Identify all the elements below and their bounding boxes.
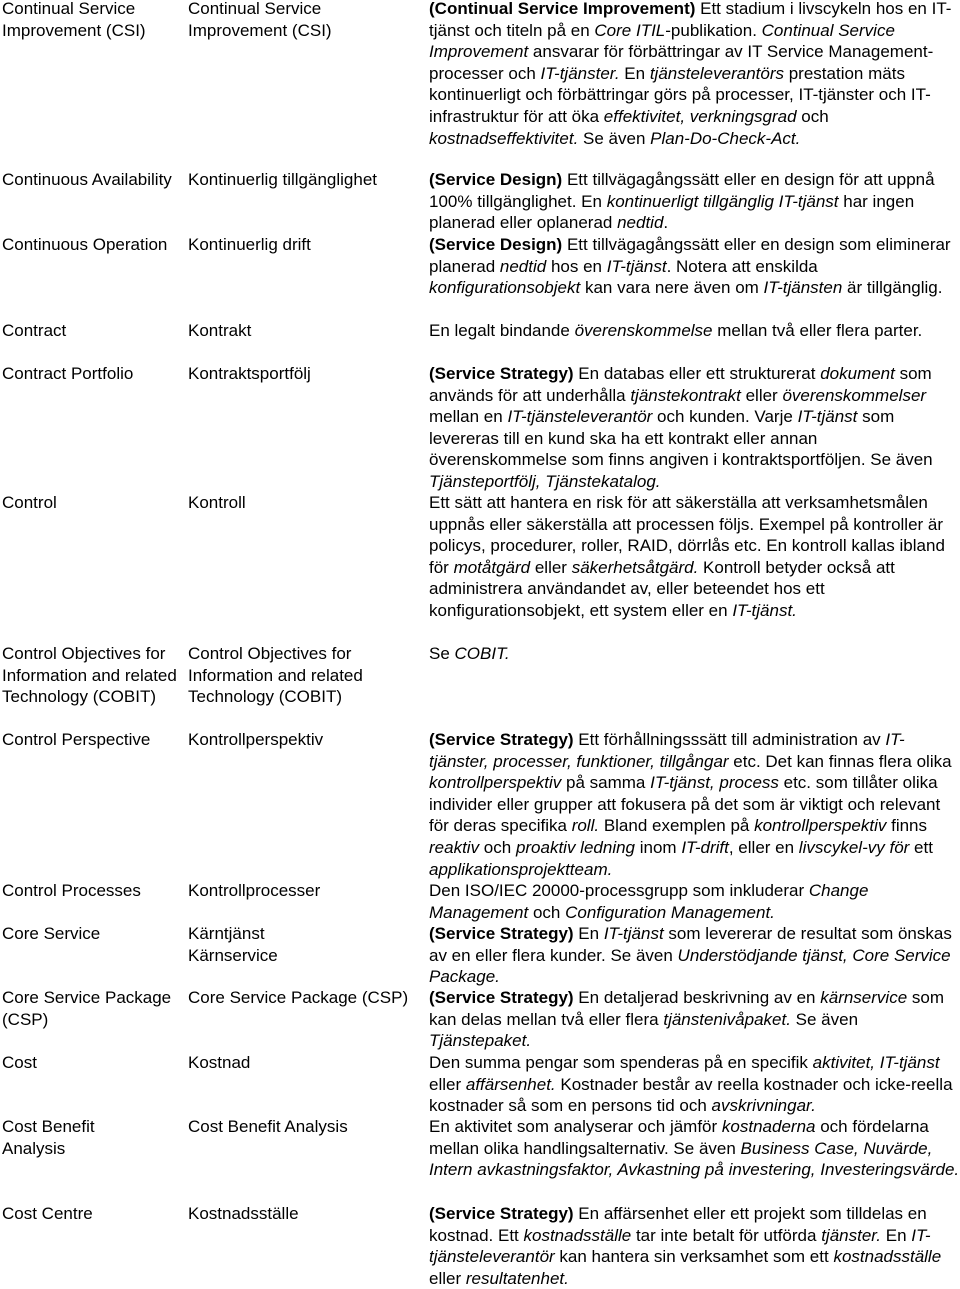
definition-text: En detaljerad beskrivning av en [573,988,821,1007]
definition-text: som används för att underhålla [429,364,937,405]
term-reference: Change Management [429,881,874,922]
definition [429,1203,960,1289]
definition-text: inom [635,837,682,857]
definition-text: Den summa pengar som spenderas på en specifik [429,1053,813,1072]
term-reference: Plan-Do-Check-Act. [650,128,801,148]
term-reference: kostnadsställe [833,1247,942,1267]
term-reference: resultatenhet. [465,1268,569,1288]
definition [429,987,960,1052]
definition-text: och [479,837,516,857]
term-reference: effektivitet, verkningsgrad [603,106,797,126]
term-reference: IT-tjänster, processer, funktioner, tillgångar [429,730,905,771]
definition [429,1116,960,1181]
definition-text: En [619,63,650,83]
definition-text: Ett tillvägagångssätt eller en design för att uppnå 100% tillgänglighet. En [429,170,940,211]
swedish-term: Kontrollprocesser [188,881,321,900]
term-reference: nedtid [617,213,664,233]
term-reference: roll. [571,816,600,836]
definition-text: eller [429,1247,946,1288]
definition-text: hos en [546,256,607,276]
definition-text: och fördelarna mellan olika handlingsalternativ. Se även [429,1117,934,1158]
definition-text: Se även [578,128,651,148]
definition-text: . [663,213,669,233]
term-reference: Continual Service Improvement [429,20,900,62]
definition-text: Ett stadium i livscykeln hos en [695,0,932,18]
definition-text: En databas eller ett strukturerat [573,364,821,383]
term-reference: motåtgärd [453,557,531,577]
domain-tag: (Service Strategy) [429,364,574,383]
english-term: Contract [2,321,67,340]
swedish-term: Control Objectives for Information and related Technology (COBIT) [188,644,363,707]
term-reference: kontrollperspektiv [429,773,562,793]
term-reference: kostnaderna [721,1117,816,1136]
term-reference: konfigurationsobjekt [429,278,581,298]
term-reference: dokument [820,364,895,383]
definition-text: . Notera att enskilda [666,256,823,276]
definition [429,643,960,665]
definition-text: och titeln på en [469,20,595,40]
definition-text: tar inte betalt för utförda [631,1225,822,1245]
definition [429,169,960,234]
definition-text: och kunden. Varje [652,407,798,427]
term-reference: Tjänsteportfölj, Tjänstekatalog. [429,471,661,491]
english-term: Control Objectives for Information and related Technology (COBIT) [2,644,177,707]
definition-text: IT-tjänst [429,0,952,40]
english-term: Continual Service Improvement (CSI) [2,0,146,40]
definition [429,363,960,493]
term-reference: IT-tjänsten [763,278,843,298]
term-reference: IT-tjänster. [540,63,620,83]
term-reference: tjänster. [821,1225,882,1245]
term-reference: IT-tjänst [606,256,667,276]
definition-text: finns [886,816,932,836]
domain-tag: (Continual Service Improvement) [429,0,696,18]
definition-text: är tillgänglig. [842,278,943,298]
term-reference: livscykel-vy för [798,837,910,857]
definition-text: En [573,924,604,943]
english-term: Contract Portfolio [2,364,134,383]
term-reference: säkerhetsåtgärd. [571,557,699,577]
term-reference: överenskommelser [782,385,927,405]
english-term: Continuous Availability [2,170,172,189]
swedish-term: Core Service Package (CSP) [188,988,409,1007]
definition [429,1052,960,1117]
swedish-term: Kostnad [188,1053,251,1072]
definition [429,234,960,299]
swedish-term: Kontrakt [188,321,252,340]
definition-text: etc. Det kan finnas flera olika [728,751,957,771]
term-reference: IT-tjänst. [732,600,797,620]
definition-text: eller [429,1053,945,1094]
definition-text: kan hantera sin verksamhet som ett [554,1247,834,1267]
definition [429,729,960,880]
term-reference: Core ITIL [594,20,666,40]
swedish-term: Kostnadsställe [188,1204,299,1223]
domain-tag: (Service Strategy) [429,730,574,749]
english-term: Control [2,493,57,512]
term-reference: IT-drift [681,837,729,857]
definition-text: som kan delas mellan två eller flera [429,988,949,1029]
definition-text: Kontroll betyder också att administrera användandet av, eller beteendet hos ett konfigurationsobjekt, ett system eller en [429,557,900,620]
swedish-term: Kontrollperspektiv [188,730,324,749]
definition-text: mellan två eller flera parter. [712,321,923,340]
definition-text: har ingen planerad eller oplanerad [429,191,919,233]
definition-text: Kostnader består av reella kostnader och icke-reella kostnader så som en persons tid och [429,1074,958,1116]
definition [429,0,960,149]
term-reference: IT-tjänst, process [650,773,779,793]
definition-text: Ett tillvägagångssätt eller en design som eliminerar planerad [429,235,956,276]
definition-text: -publikation. [665,20,762,40]
english-term: Continuous Operation [2,235,168,254]
swedish-term: Kontraktsportfölj [188,364,311,383]
definition-text: etc. som tillåter olika individer eller grupper att fokusera på det som är viktigt och relevant för deras specifika [429,773,945,836]
term-reference: COBIT. [454,644,510,663]
definition-text: och [528,902,566,922]
definition-text: ansvarar för förbättringar av IT Service Management-processer och [429,42,934,83]
term-reference: IT-tjänst [603,924,664,943]
definition [429,923,960,988]
term-reference: nedtid [499,256,547,276]
definition-text: Bland exemplen på [599,816,755,836]
domain-tag: (Service Strategy) [429,988,574,1007]
english-term: Core Service Package (CSP) [2,988,172,1029]
term-reference: kostnadseffektivitet. [429,128,579,148]
swedish-term: Kärntjänst Kärnservice [188,924,278,965]
english-term: Core Service [2,924,101,943]
swedish-term: Continual Service Improvement (CSI) [188,0,332,40]
definition-text: på samma [561,773,651,793]
definition [429,320,960,342]
term-reference: proaktiv ledning [515,837,636,857]
definition [429,492,960,622]
english-term: Cost Benefit Analysis [2,1117,95,1158]
term-reference: Tjänstepaket. [429,1031,532,1051]
swedish-term: Kontinuerlig drift [188,235,311,254]
term-reference: IT-tjänsteleverantör [429,1225,931,1267]
english-term: Control Perspective [2,730,151,749]
swedish-term: Kontroll [188,493,246,512]
swedish-term: Cost Benefit Analysis [188,1117,348,1136]
definition-text: och [796,106,834,126]
term-reference: applikationsprojektteam. [429,859,613,879]
domain-tag: (Service Strategy) [429,924,574,943]
english-term: Control Processes [2,881,141,900]
definition-text: , eller en [728,837,799,857]
swedish-term: Kontinuerlig tillgänglighet [188,170,378,189]
term-reference: tjänstenivåpaket. [663,1009,791,1029]
definition-text: ett [909,837,938,857]
term-reference: kostnadsställe [523,1225,632,1245]
definition-text: Den ISO/IEC 20000-processgrupp som inkluderar [429,881,809,900]
term-reference: tjänstekontrakt [630,385,741,405]
definition-text: eller [530,557,572,577]
definition-text: prestation mäts kontinuerligt och förbättringar görs på processer, IT-tjänster och IT-infrastruktur för att öka [429,63,931,126]
term-reference: avskrivningar. [711,1096,816,1116]
definition-text: Ett sätt att hantera en risk för att säkerställa att verksamhetsmålen uppnås eller säkerställa att processen följs. Exempel på kontroller är policys, procedurer, roller, RAID, dörrlås etc. En kontroll kallas ibland för [429,493,950,577]
definition-text: som levererar de resultat som önskas av en eller flera kunder. Se även [429,924,957,965]
term-reference: reaktiv [429,837,480,857]
term-reference: Understödjande tjänst, Core Service Package. [429,945,956,987]
definition-text: Se även [790,1009,863,1029]
definition-text: eller [740,385,783,405]
term-reference: kontrollperspektiv [754,816,887,836]
domain-tag: (Service Strategy) [429,1204,574,1223]
english-term: Cost Centre [2,1204,93,1223]
domain-tag: (Service Design) [429,170,563,189]
term-reference: aktivitet, IT-tjänst [812,1053,940,1072]
term-reference: kärnservice [820,988,908,1007]
definition-text: mellan en [429,385,931,427]
domain-tag: (Service Design) [429,235,563,254]
term-reference: kontinuerligt tillgänglig IT-tjänst [606,191,839,211]
definition-text: En legalt bindande [429,321,575,340]
definition-text: kan vara nere även om [580,278,764,298]
term-reference: affärsenhet. [465,1074,556,1094]
term-reference: IT-tjänst [797,407,858,427]
definition-text: En aktivitet som analyserar och jämför [429,1117,722,1136]
term-reference: tjänsteleverantörs [649,63,784,83]
definition-text: Ett förhållningsssätt till administration av [573,730,886,749]
term-reference: IT-tjänsteleverantör [507,407,653,427]
term-reference: överenskommelse [574,321,713,340]
definition-text: En [881,1225,912,1245]
definition-text: En affärsenhet eller ett projekt som tilldelas en kostnad. Ett [429,1204,932,1245]
english-term: Cost [2,1053,37,1072]
definition-text: som levereras till en kund ska ha ett kontrakt eller annan överenskommelse som finns angiven i kontraktsportföljen. Se även [429,407,938,470]
term-reference: Business Case, Nuvärde, Intern avkastningsfaktor, Avkastning på investering, Investeringsvärde. [429,1138,960,1180]
definition-text: Se [429,644,455,663]
definition [429,880,960,923]
term-reference: Configuration Management. [565,902,775,922]
